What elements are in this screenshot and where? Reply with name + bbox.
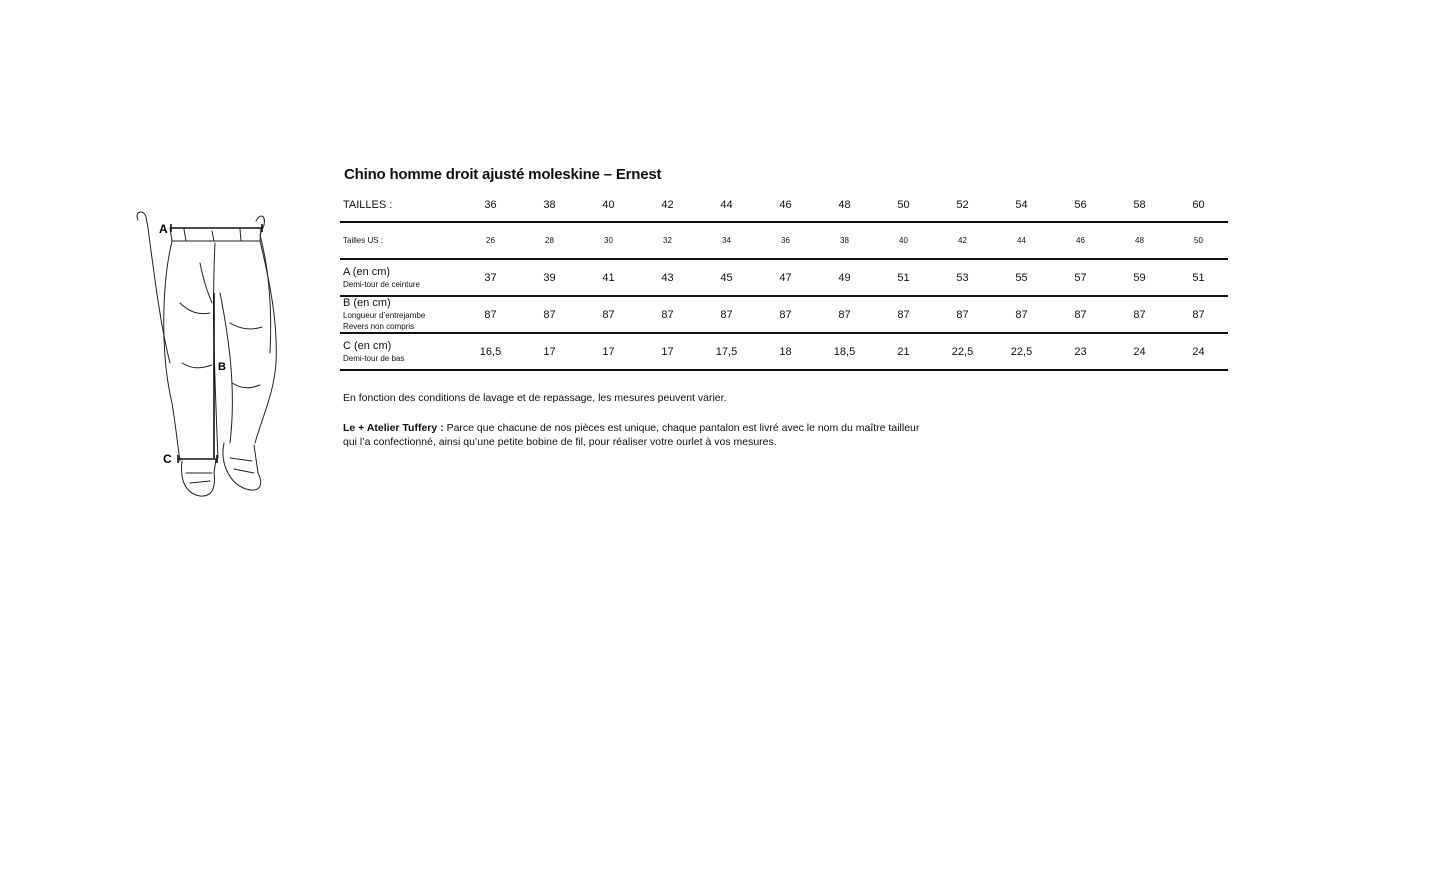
measure-cell: 87 — [543, 308, 556, 321]
us-size-cell: 44 — [1017, 236, 1026, 245]
measure-cell: 87 — [1015, 308, 1028, 321]
measure-cell: 24 — [1192, 345, 1205, 358]
measure-row-a — [340, 259, 1228, 296]
us-size-cell: 48 — [1135, 236, 1144, 245]
measure-cell: 22,5 — [1010, 345, 1033, 358]
size-cell: 54 — [1015, 198, 1028, 211]
size-cell: 42 — [661, 198, 674, 211]
measure-label-main: A (en cm) — [343, 265, 391, 278]
measure-cell: 18 — [779, 345, 792, 358]
measure-cell: 87 — [1192, 308, 1205, 321]
measure-label-sub: Demi-tour de bas — [343, 353, 405, 363]
us-size-cell: 26 — [486, 236, 495, 245]
measure-cell: 17 — [661, 345, 674, 358]
us-size-cell: 34 — [722, 236, 731, 245]
atelier-label: Le + Atelier Tuffery : — [343, 422, 444, 434]
size-cell: 46 — [779, 198, 792, 211]
measure-cell: 17 — [543, 345, 556, 358]
us-size-cell: 36 — [781, 236, 790, 245]
size-cell: 36 — [484, 198, 497, 211]
size-cell: 60 — [1192, 198, 1205, 211]
us-sizes-label: Tailles US : — [343, 236, 384, 245]
measure-cell: 22,5 — [951, 345, 974, 358]
measure-cell: 59 — [1133, 271, 1146, 284]
measure-cell: 47 — [779, 271, 792, 284]
measure-label — [340, 296, 461, 333]
sizes-label: TAILLES : — [343, 198, 393, 211]
us-sizes-row — [340, 222, 1228, 259]
size-table — [340, 188, 1228, 371]
size-cell: 48 — [838, 198, 851, 211]
measure-cell: 87 — [779, 308, 792, 321]
measure-cell: 51 — [1192, 271, 1205, 284]
measure-cell: 23 — [1074, 345, 1087, 358]
measure-cell: 87 — [484, 308, 497, 321]
measure-cell: 53 — [956, 271, 969, 284]
measure-label-sub: Longueur d’entrejambe — [343, 311, 426, 320]
us-size-cell: 42 — [958, 236, 967, 245]
measure-label-sub: Demi-tour de ceinture — [343, 279, 420, 289]
atelier-text: Parce que chacune de nos pièces est unique, chaque pantalon est livré avec le nom du maître tailleur qui l’a confectionné, ainsi qu’une petite bobine de fil, pour réaliser votre ourlet à vos mesures. — [343, 422, 920, 448]
atelier-note — [343, 421, 923, 449]
measure-cell: 87 — [661, 308, 674, 321]
trousers-illustration — [120, 203, 290, 503]
size-cell: 58 — [1133, 198, 1146, 211]
measure-cell: 87 — [838, 308, 851, 321]
measure-cell: 87 — [956, 308, 969, 321]
wash-note: En fonction des conditions de lavage et de repassage, les mesures peuvent varier. — [343, 392, 727, 404]
measure-cell: 24 — [1133, 345, 1146, 358]
measure-label — [340, 333, 461, 370]
measure-cell: 87 — [602, 308, 615, 321]
measure-cell: 87 — [1074, 308, 1087, 321]
us-size-cell: 50 — [1194, 236, 1203, 245]
measure-label-main: C (en cm) — [343, 339, 392, 352]
measure-row-b — [340, 296, 1228, 333]
size-cell: 50 — [897, 198, 910, 211]
measure-cell: 17,5 — [715, 345, 738, 358]
marker-a: A — [159, 222, 168, 236]
measure-label-main: B (en cm) — [343, 297, 391, 309]
measure-cell: 87 — [720, 308, 733, 321]
size-cell: 52 — [956, 198, 969, 211]
us-size-cell: 30 — [604, 236, 613, 245]
us-size-cell: 32 — [663, 236, 672, 245]
marker-b: B — [218, 361, 226, 373]
measure-label-sub: Revers non compris — [343, 322, 415, 331]
measure-cell: 49 — [838, 271, 851, 284]
us-size-cell: 28 — [545, 236, 554, 245]
measure-cell: 57 — [1074, 271, 1087, 284]
us-size-cell: 38 — [840, 236, 849, 245]
measure-cell: 43 — [661, 271, 674, 284]
size-cell: 38 — [543, 198, 556, 211]
measure-cell: 87 — [897, 308, 910, 321]
size-cell: 56 — [1074, 198, 1087, 211]
us-size-cell: 40 — [899, 236, 908, 245]
measure-cell: 87 — [1133, 308, 1146, 321]
sizes-row — [340, 188, 1228, 222]
measure-label — [340, 259, 461, 296]
marker-c: C — [163, 452, 172, 466]
measure-cell: 18,5 — [833, 345, 856, 358]
measure-cell: 16,5 — [479, 345, 502, 358]
measure-cell: 41 — [602, 271, 615, 284]
measure-row-c — [340, 333, 1228, 370]
measure-cell: 55 — [1015, 271, 1028, 284]
us-size-cell: 46 — [1076, 236, 1085, 245]
measure-cell: 39 — [543, 271, 556, 284]
measure-cell: 45 — [720, 271, 733, 284]
size-cell: 44 — [720, 198, 733, 211]
measure-cell: 51 — [897, 271, 910, 284]
measure-cell: 17 — [602, 345, 615, 358]
measure-cell: 37 — [484, 271, 497, 284]
size-cell: 40 — [602, 198, 615, 211]
page-title: Chino homme droit ajusté moleskine – Ernest — [344, 166, 662, 183]
measure-cell: 21 — [897, 345, 910, 358]
